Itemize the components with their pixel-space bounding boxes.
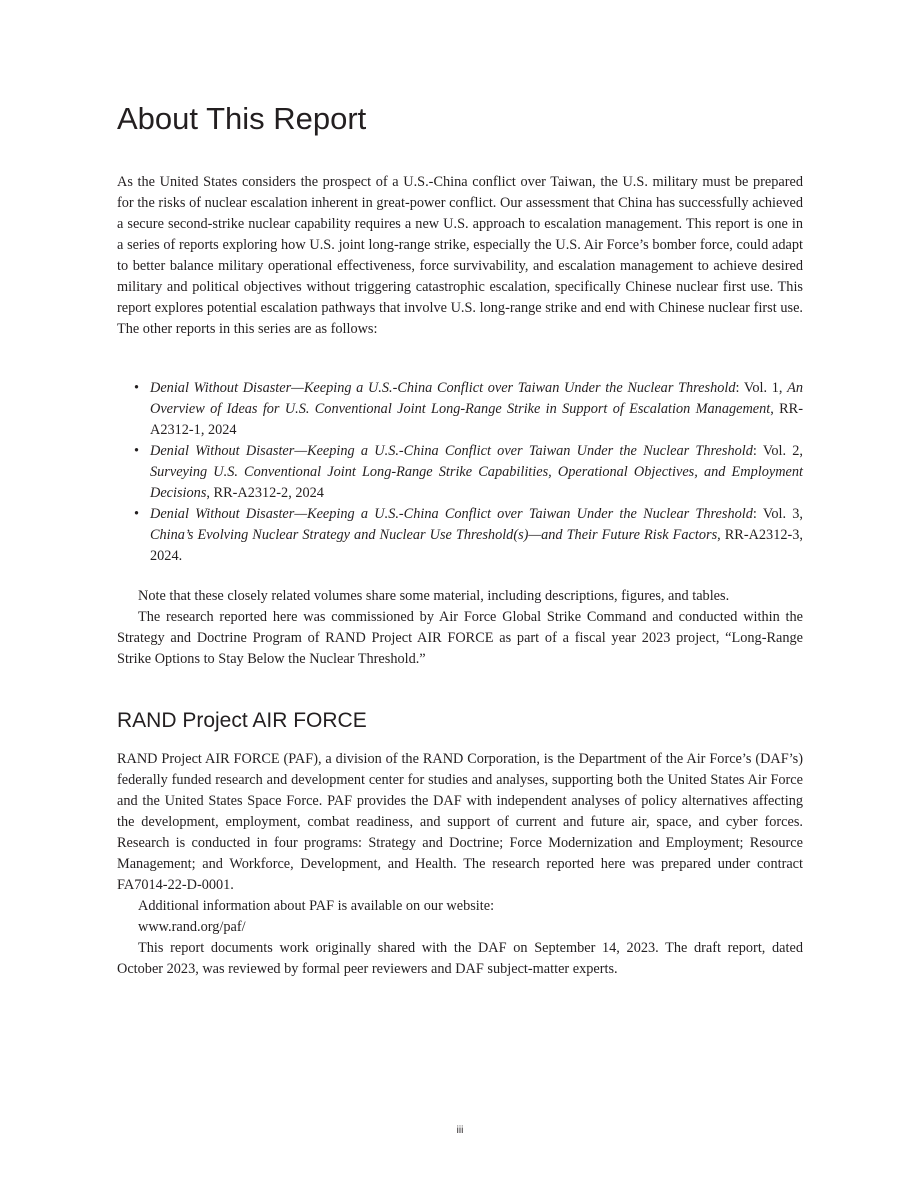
volume-title: Surveying U.S. Conventional Joint Long-Range Strike Capabilities, Operational Objectives, and Employment Decisions bbox=[150, 464, 803, 501]
report-series-list bbox=[117, 378, 803, 567]
volume-title: China’s Evolving Nuclear Strategy and Nuclear Use Threshold(s)—and Their Future Risk Factors bbox=[150, 527, 718, 543]
page-number: iii bbox=[456, 1125, 464, 1136]
series-list-item: • Denial Without Disaster—Keeping a U.S.-China Conflict over Taiwan Under the Nuclear Threshold: Vol. 2, Surveying U.S. Conventional Joint Long-Range Strike Capabilities, Operational Objectives, and Employment Decisions, RR-A2312-2, 2024 bbox=[134, 443, 803, 501]
volume-title: An Overview of Ideas for U.S. Conventional Joint Long-Range Strike in Support of Escalation Management bbox=[150, 380, 803, 417]
review-paragraph: This report documents work originally shared with the DAF on September 14, 2023. The draft report, dated October 2023, was reviewed by formal peer reviewers and DAF subject-matter experts. bbox=[117, 940, 803, 977]
series-title: Denial Without Disaster—Keeping a U.S.-China Conflict over Taiwan Under the Nuclear Threshold bbox=[150, 380, 736, 396]
intro-section bbox=[117, 172, 803, 340]
bullet-icon: • bbox=[134, 443, 140, 459]
report-reference: RR-A2312-2, 2024 bbox=[213, 485, 324, 501]
series-list-item: • Denial Without Disaster—Keeping a U.S.-China Conflict over Taiwan Under the Nuclear Threshold: Vol. 1, An Overview of Ideas for U.S. Conventional Joint Long-Range Strike in Support of Escalation Management, RR-A2312-1, 2024 bbox=[134, 380, 803, 438]
intro-paragraph: As the United States considers the prospect of a U.S.-China conflict over Taiwan, the U.S. military must be prepared for the risks of nuclear escalation inherent in great-power conflict. Our assessment that China has successfully achieved a secure second-strike nuclear capability requires a new U.S. approach to escalation management. This report is one in a series of reports exploring how U.S. joint long-range strike, especially the U.S. Air Force’s bomber force, could adapt to better balance military operational effectiveness, force survivability, and escalation management to achieve desired military and political objectives without triggering catastrophic escalation, specifically Chinese nuclear first use. This report explores potential escalation pathways that involve U.S. long-range strike and end with Chinese nuclear first use. The other reports in this series are as follows: bbox=[117, 174, 803, 337]
research-paragraph: The research reported here was commissioned by Air Force Global Strike Command and conducted within the Strategy and Doctrine Program of RAND Project AIR FORCE as part of a fiscal year 2023 project, “Long-Range Strike Options to Stay Below the Nuclear Threshold.” bbox=[117, 609, 803, 667]
note-paragraph: Note that these closely related volumes share some material, including descriptions, figures, and tables. bbox=[138, 588, 730, 604]
volume-number: Vol. 1, bbox=[743, 380, 783, 396]
series-title: Denial Without Disaster—Keeping a U.S.-China Conflict over Taiwan Under the Nuclear Threshold bbox=[150, 506, 753, 522]
report-reference: RR-A2312-1, 2024 bbox=[150, 401, 803, 438]
volume-number: Vol. 2, bbox=[762, 443, 803, 459]
paf-paragraph: RAND Project AIR FORCE (PAF), a division of the RAND Corporation, is the Department of the Air Force’s (DAF’s) federally funded research and development center for studies and analyses, supporting both the United States Air Force and the United States Space Force. PAF provides the DAF with independent analyses of policy alternatives affecting the development, employment, combat readiness, and support of current and future air, space, and cyber forces. Research is conducted in four programs: Strategy and Doctrine; Force Modernization and Employment; Resource Management; and Workforce, Development, and Health. The research reported here was prepared under contract FA7014-22-D-0001. bbox=[117, 751, 803, 893]
volume-number: Vol. 3, bbox=[762, 506, 803, 522]
series-title: Denial Without Disaster—Keeping a U.S.-China Conflict over Taiwan Under the Nuclear Threshold bbox=[150, 443, 753, 459]
website-link[interactable]: www.rand.org/paf/ bbox=[138, 919, 246, 935]
paf-section bbox=[117, 749, 803, 980]
report-reference: RR-A2312-3, 2024. bbox=[150, 527, 803, 564]
notes-section bbox=[117, 586, 803, 670]
bullet-icon: • bbox=[134, 506, 140, 522]
website-intro: Additional information about PAF is available on our website: bbox=[138, 898, 495, 914]
bullet-icon: • bbox=[134, 380, 140, 396]
series-list-item: • Denial Without Disaster—Keeping a U.S.-China Conflict over Taiwan Under the Nuclear Threshold: Vol. 3, China’s Evolving Nuclear Strategy and Nuclear Use Threshold(s)—and Their Future Risk Factors, RR-A2312-3, 2024. bbox=[134, 506, 803, 564]
paf-heading: RAND Project AIR FORCE bbox=[117, 709, 367, 732]
page-title: About This Report bbox=[117, 101, 367, 136]
